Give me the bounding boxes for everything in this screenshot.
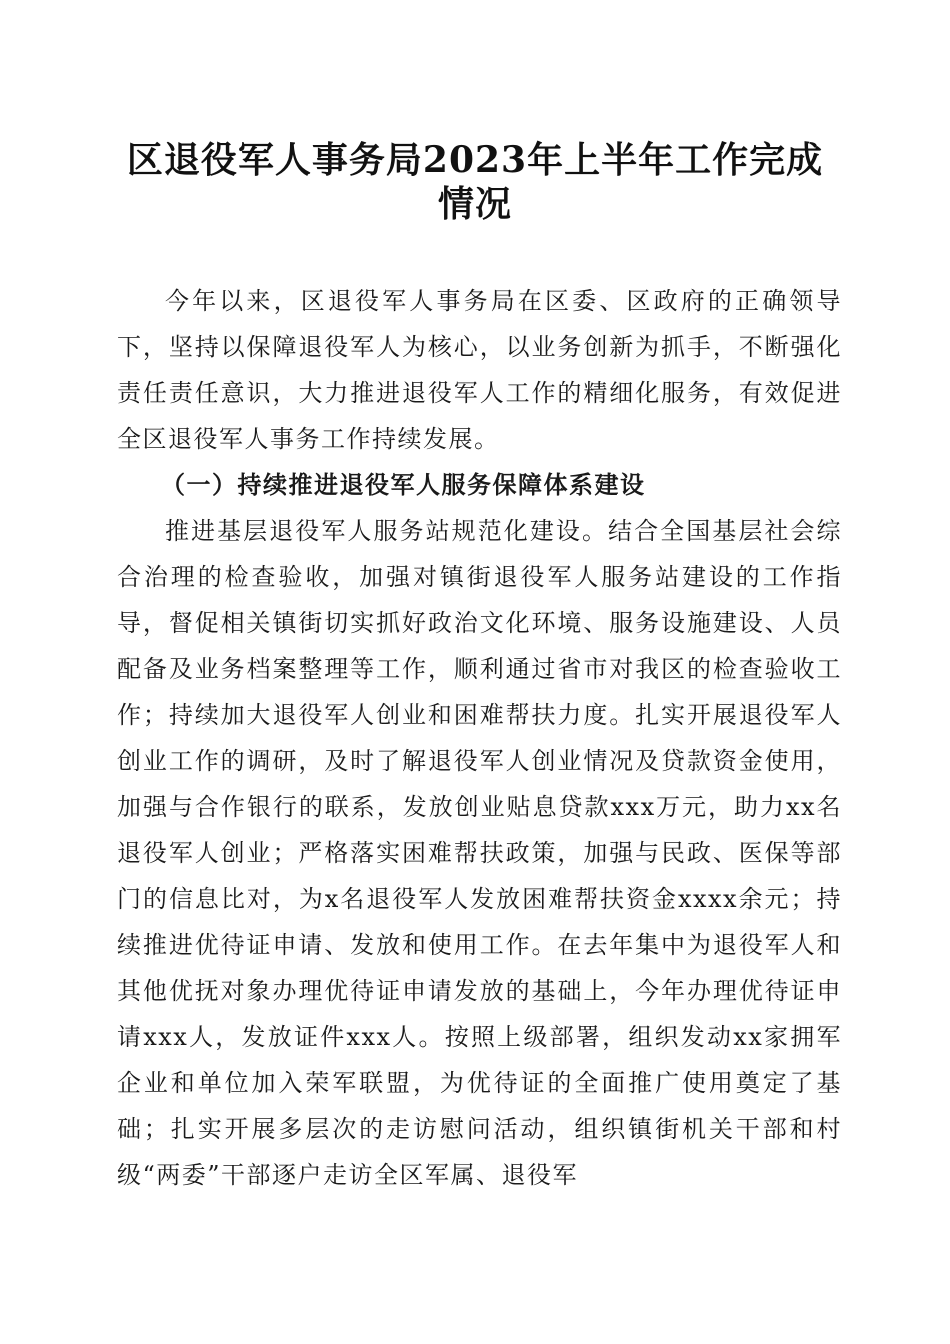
document-body <box>117 278 842 1198</box>
section-heading: （一）持续推进退役军人服务保障体系建设 <box>161 470 646 499</box>
intro-paragraph: 今年以来，区退役军人事务局在区委、区政府的正确领导下，坚持以保障退役军人为核心，以业务创新为抓手，不断强化责任责任意识，大力推进退役军人工作的精细化服务，有效促进全区退役军人事务工作持续发展。 <box>117 287 842 453</box>
document-title: 区退役军人事务局2023年上半年工作完成情况 <box>126 139 824 225</box>
section-paragraph: 推进基层退役军人服务站规范化建设。结合全国基层社会综合治理的检查验收，加强对镇街退役军人服务站建设的工作指导，督促相关镇街切实抓好政治文化环境、服务设施建设、人员配备及业务档案整理等工作，顺利通过省市对我区的检查验收工作；持续加大退役军人创业和困难帮扶力度。扎实开展退役军人创业工作的调研，及时了解退役军人创业情况及贷款资金使用，加强与合作银行的联系，发放创业贴息贷款xxx万元，助力xx名退役军人创业；严格落实困难帮扶政策，加强与民政、医保等部门的信息比对，为x名退役军人发放困难帮扶资金xxxx余元；持续推进优待证申请、发放和使用工作。在去年集中为退役军人和其他优抚对象办理优待证申请发放的基础上，今年办理优待证申请xxx人，发放证件xxx人。按照上级部署，组织发动xx家拥军企业和单位加入荣军联盟，为优待证的全面推广使用奠定了基础；扎实开展多层次的走访慰问活动，组织镇街机关干部和村级“两委”干部逐户走访全区军属、退役军 <box>117 517 842 1189</box>
